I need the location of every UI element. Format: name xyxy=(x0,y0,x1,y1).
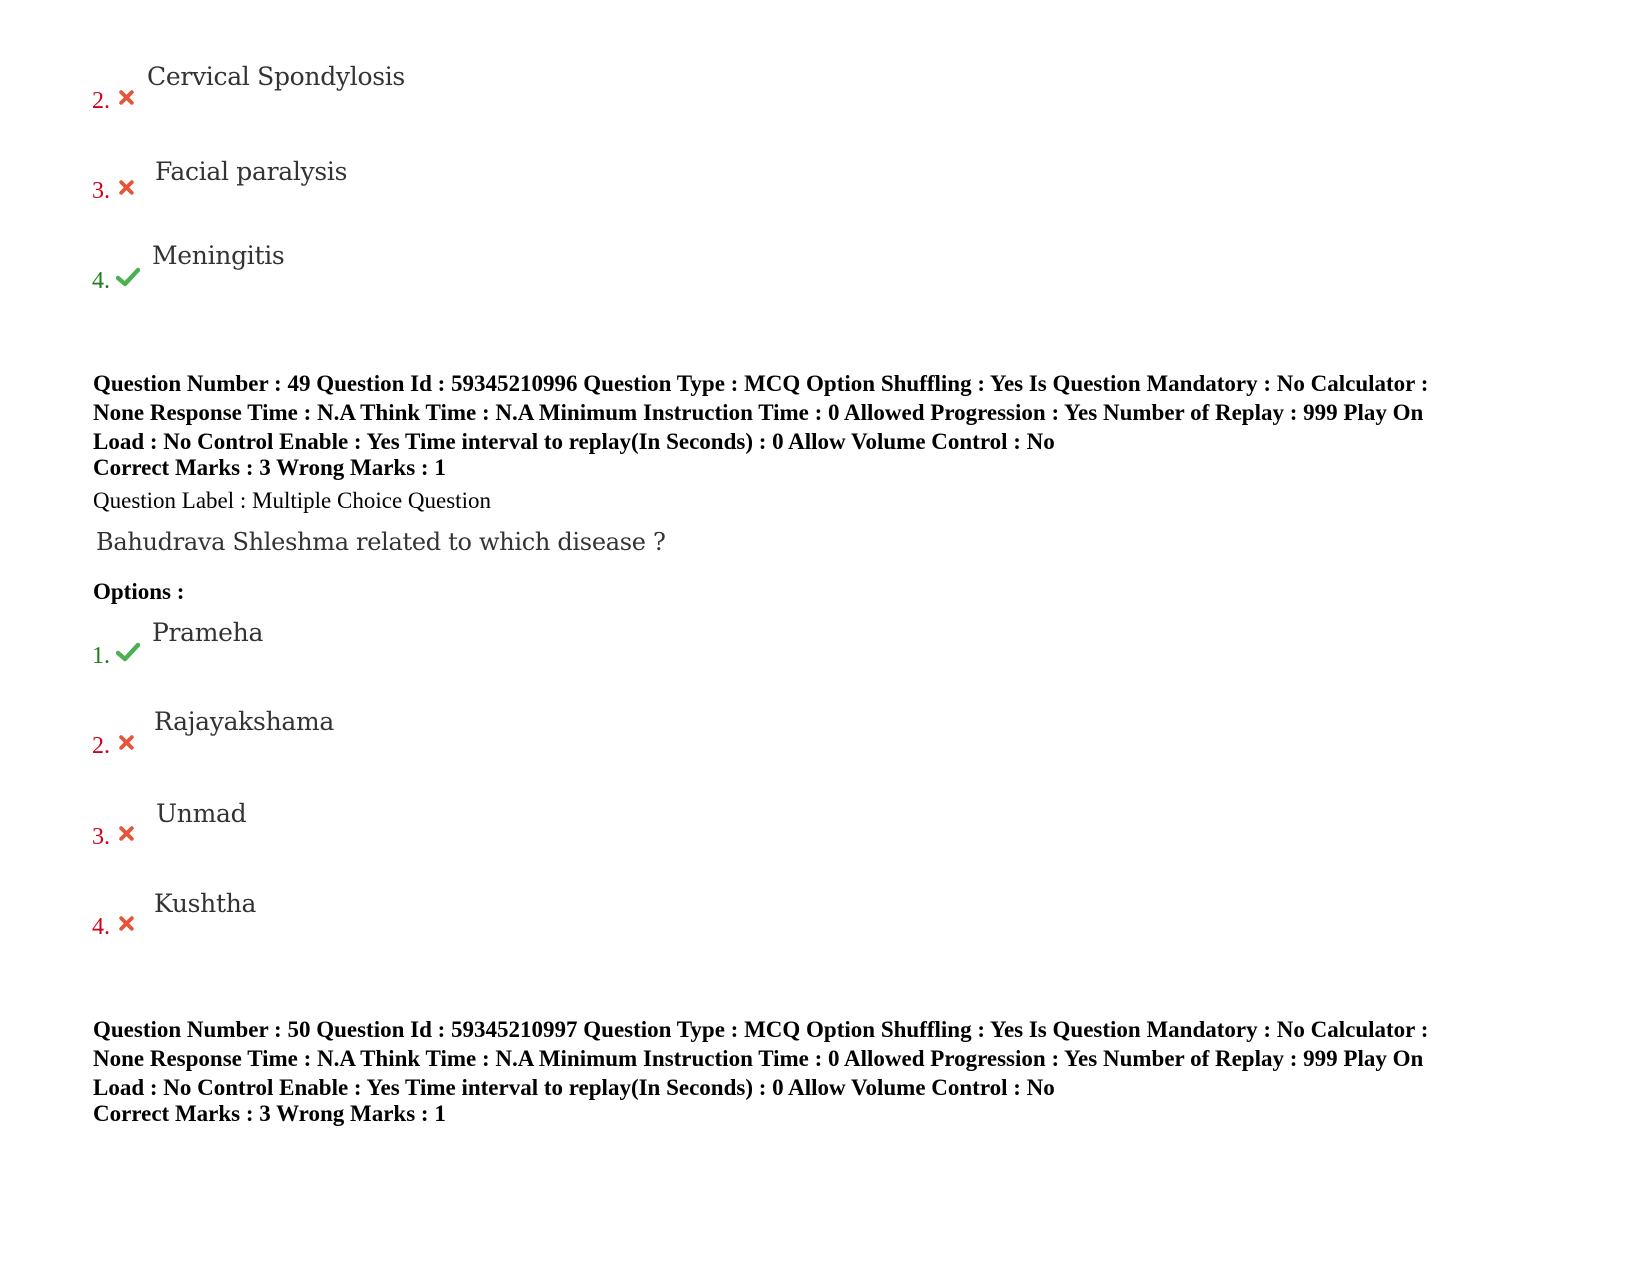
cross-icon xyxy=(118,179,135,196)
option-number: 3. xyxy=(92,178,110,204)
cross-icon xyxy=(118,734,135,751)
meta-line: Question Number : 49 Question Id : 59345210996 Question Type : MCQ Option Shuffling : Yes Is Question Mandatory : No Calculator : xyxy=(93,371,1429,396)
option-text: Kushtha xyxy=(154,889,257,918)
option-text: Unmad xyxy=(156,799,247,828)
option-number: 1. xyxy=(92,643,110,669)
question-meta xyxy=(93,369,1563,456)
question-label: Question Label : Multiple Choice Question xyxy=(93,488,491,513)
options-heading: Options : xyxy=(93,579,185,604)
option-text: Facial paralysis xyxy=(155,157,348,186)
meta-line: Load : No Control Enable : Yes Time interval to replay(In Seconds) : 0 Allow Volume Control : No xyxy=(93,429,1055,454)
option-number: 3. xyxy=(92,824,110,850)
question-text: Bahudrava Shleshma related to which disease ? xyxy=(96,528,666,556)
question-marks: Correct Marks : 3 Wrong Marks : 1 xyxy=(93,455,446,480)
question-meta xyxy=(93,1015,1563,1102)
option-number: 4. xyxy=(92,268,110,294)
option-number: 2. xyxy=(92,88,110,114)
meta-line: None Response Time : N.A Think Time : N.A Minimum Instruction Time : 0 Allowed Progression : Yes Number of Replay : 999 Play On xyxy=(93,1046,1424,1071)
meta-line: Question Number : 50 Question Id : 59345210997 Question Type : MCQ Option Shuffling : Yes Is Question Mandatory : No Calculator : xyxy=(93,1017,1429,1042)
cross-icon xyxy=(118,89,135,106)
cross-icon xyxy=(118,915,135,932)
question-marks: Correct Marks : 3 Wrong Marks : 1 xyxy=(93,1101,446,1126)
option-text: Rajayakshama xyxy=(154,707,334,736)
check-icon xyxy=(116,642,140,662)
meta-line: Load : No Control Enable : Yes Time interval to replay(In Seconds) : 0 Allow Volume Control : No xyxy=(93,1075,1055,1100)
check-icon xyxy=(116,267,140,287)
meta-line: None Response Time : N.A Think Time : N.A Minimum Instruction Time : 0 Allowed Progression : Yes Number of Replay : 999 Play On xyxy=(93,400,1424,425)
cross-icon xyxy=(118,825,135,842)
option-text: Cervical Spondylosis xyxy=(147,62,405,91)
option-text: Prameha xyxy=(152,618,264,647)
option-number: 4. xyxy=(92,914,110,940)
option-text: Meningitis xyxy=(152,241,285,270)
option-number: 2. xyxy=(92,733,110,759)
